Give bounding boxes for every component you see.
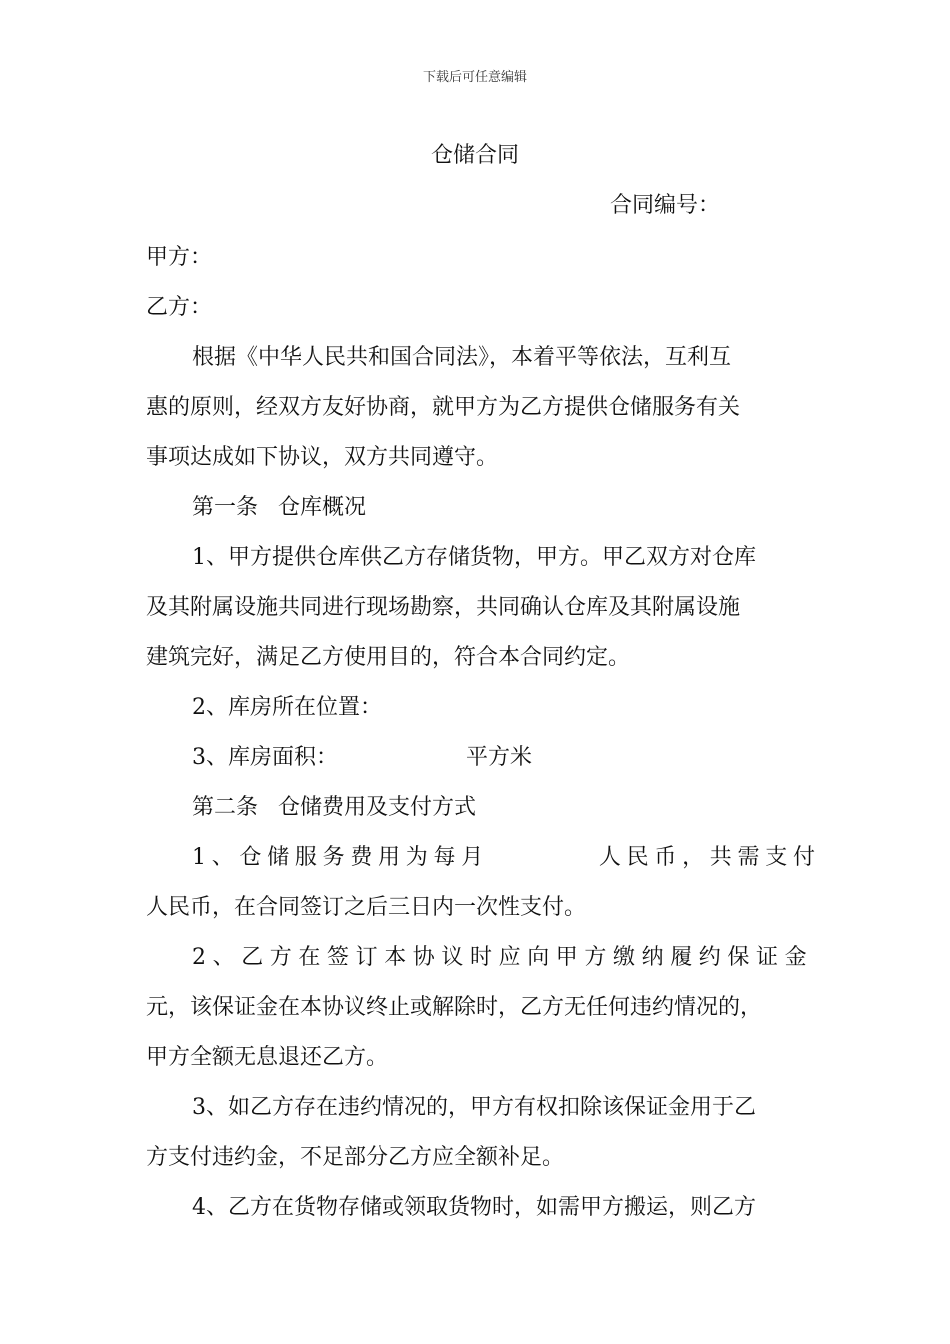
monthly-fee-label: 1、仓储服务费用为每月 [192, 845, 489, 870]
article-2-item-1-line-1 [192, 840, 821, 871]
article-1-title: 仓库概况 [278, 495, 367, 520]
article-2-item-2-line-2: 元，该保证金在本协议终止或解除时，乙方无任何违约情况的， [146, 995, 763, 1020]
article-1-item-1-line-2: 及其附属设施共同进行现场勘察，共同确认仓库及其附属设施 [146, 595, 741, 620]
article-2-item-4-line-1: 4、乙方在货物存储或领取货物时，如需甲方搬运，则乙方 [192, 1195, 756, 1220]
article-2-item-3-line-2: 方支付违约金，不足部分乙方应全额补足。 [146, 1145, 565, 1170]
article-2-item-2-line-1: 2、乙方在签订本协议时应向甲方缴纳履约保证金 [192, 945, 814, 970]
article-2-heading [192, 790, 476, 821]
party-b-label: 乙方： [146, 295, 213, 320]
intro-line-3: 事项达成如下协议，双方共同遵守。 [146, 445, 499, 470]
article-2-item-3-line-1: 3、如乙方存在违约情况的，甲方有权扣除该保证金用于乙 [192, 1095, 756, 1120]
document-title: 仓储合同 [430, 143, 519, 168]
warehouse-area-unit: 平方米 [466, 745, 533, 770]
intro-line-2: 惠的原则，经双方友好协商，就甲方为乙方提供仓储服务有关 [146, 395, 741, 420]
article-2-item-1-line-2: 人民币，在合同签订之后三日内一次性支付。 [146, 895, 587, 920]
article-1-number: 第一条 [192, 495, 259, 520]
article-2-title: 仓储费用及支付方式 [278, 795, 477, 820]
article-1-item-2: 2、库房所在位置： [192, 695, 382, 720]
total-payment-label: 人民币，共需支付 [598, 845, 821, 870]
article-2-item-2-line-3: 甲方全额无息退还乙方。 [146, 1045, 389, 1070]
party-a-label: 甲方： [146, 245, 213, 270]
header-note: 下载后可任意编辑 [422, 70, 527, 85]
intro-line-1: 根据《中华人民共和国合同法》，本着平等依法，互利互 [192, 345, 732, 370]
article-1-heading [192, 490, 366, 521]
article-1-item-3 [192, 740, 532, 771]
contract-number-label: 合同编号： [610, 193, 721, 218]
article-1-item-1-line-3: 建筑完好，满足乙方使用目的，符合本合同约定。 [146, 645, 631, 670]
article-1-item-1-line-1: 1、甲方提供仓库供乙方存储货物，甲方。甲乙双方对仓库 [192, 545, 756, 570]
article-2-number: 第二条 [192, 795, 259, 820]
warehouse-area-label: 3、库房面积： [192, 745, 338, 770]
